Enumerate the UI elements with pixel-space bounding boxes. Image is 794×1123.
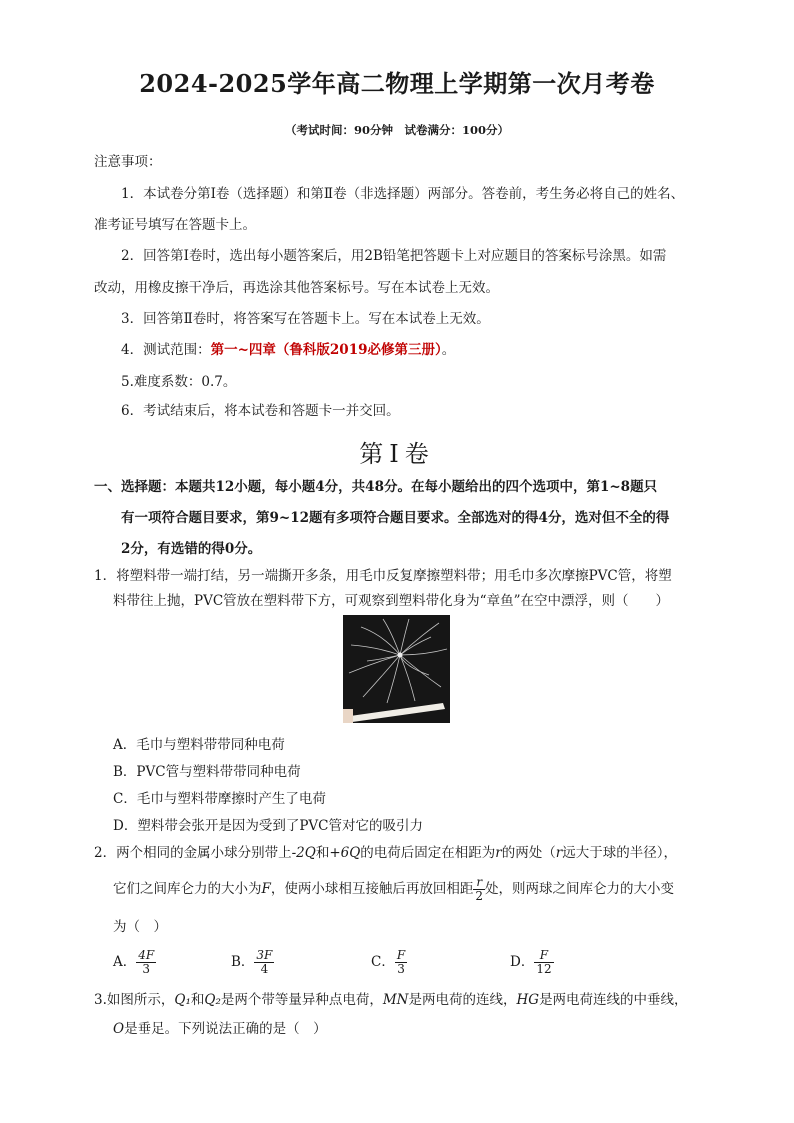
plastic-strip-octopus-illustration — [343, 615, 450, 723]
note-2-line-1: 2．回答第Ⅰ卷时，选出每小题答案后，用2B铅笔把答题卡上对应题目的答案标号涂黑。如需 — [121, 248, 667, 264]
fraction-r-over-2: $\frac{r}{2}$ — [475, 875, 484, 903]
q2-option-d: D． $\frac{F}{12}$ — [510, 948, 552, 976]
q2-option-c: C． $\frac{F}{3}$ — [371, 948, 406, 976]
q2-stem-line-1: 2．两个相同的金属小球分别带上-2Q和+6Q的电荷后固定在相距为r的两处（r远大于球的半径）， — [94, 845, 677, 861]
test-range: 第一~四章（鲁科版2019必修第三册） — [210, 342, 442, 358]
note-3: 3．回答第Ⅱ卷时，将答案写在答题卡上。写在本试卷上无效。 — [121, 311, 490, 327]
q2-stem-line-3: 为（ ） — [113, 919, 167, 935]
section-intro-line-2: 有一项符合题目要求，第9~12题有多项符合题目要求。全部选对的得4分，选对但不全的得 — [121, 510, 670, 526]
q3-stem-line-1: 3.如图所示，Q₁和Q₂是两个带等量异种点电荷，MN是两电荷的连线，HG是两电荷连线的中垂线， — [94, 992, 688, 1008]
q1-stem-line-1: 1．将塑料带一端打结，另一端撕开多条，用毛巾反复摩擦塑料带；用毛巾多次摩擦PVC管，将塑 — [94, 568, 672, 584]
q2-option-b: B． $\frac{3F}{4}$ — [231, 948, 273, 976]
q3-stem-line-2: O是垂足。下列说法正确的是（ ） — [113, 1021, 327, 1037]
section-title: 第Ⅰ卷 — [359, 440, 435, 468]
charge-neg-2q: -2Q — [291, 845, 316, 861]
note-4: 4．测试范围：第一~四章（鲁科版2019必修第三册）。 — [121, 342, 456, 358]
q1-octopus-photo — [343, 615, 450, 723]
note-1-line-2: 准考证号填写在答题卡上。 — [94, 217, 256, 233]
note-6: 6．考试结束后，将本试卷和答题卡一并交回。 — [121, 403, 400, 419]
note-5: 5.难度系数：0.7。 — [121, 374, 237, 390]
q1-option-b: B．PVC管与塑料带带同种电荷 — [113, 764, 301, 780]
charge-pos-6q: +6Q — [329, 845, 361, 861]
note-2-line-2: 改动，用橡皮擦干净后，再选涂其他答案标号。写在本试卷上无效。 — [94, 280, 499, 296]
q2-option-a: A． $\frac{4F}{3}$ — [113, 948, 155, 976]
q1-option-c: C．毛巾与塑料带摩擦时产生了电荷 — [113, 791, 326, 807]
note-1-line-1: 1．本试卷分第Ⅰ卷（选择题）和第Ⅱ卷（非选择题）两部分。答卷前，考生务必将自己的姓名、 — [121, 186, 685, 202]
q2-stem-line-2: 它们之间库仑力的大小为F，使两小球相互接触后再放回相距 $\frac{r}{2}$ 处，则两球之间库仑力的大小变 — [113, 875, 675, 903]
exam-title: 2024-2025学年高二物理上学期第一次月考卷 — [139, 69, 655, 98]
exam-time-info: （考试时间：90分钟 试卷满分：100分） — [284, 123, 509, 137]
q1-stem-line-2: 料带往上抛，PVC管放在塑料带下方，可观察到塑料带化身为“章鱼”在空中漂浮，则（ ） — [113, 593, 669, 609]
q1-option-d: D．塑料带会张开是因为受到了PVC管对它的吸引力 — [113, 818, 423, 834]
q1-option-a: A．毛巾与塑料带带同种电荷 — [113, 737, 285, 753]
section-intro-line-3: 2分，有选错的得0分。 — [121, 541, 262, 557]
section-intro-line-1: 一、选择题：本题共12小题，每小题4分，共48分。在每小题给出的四个选项中，第1~8题只 — [94, 479, 658, 495]
notes-heading: 注意事项： — [94, 154, 162, 170]
